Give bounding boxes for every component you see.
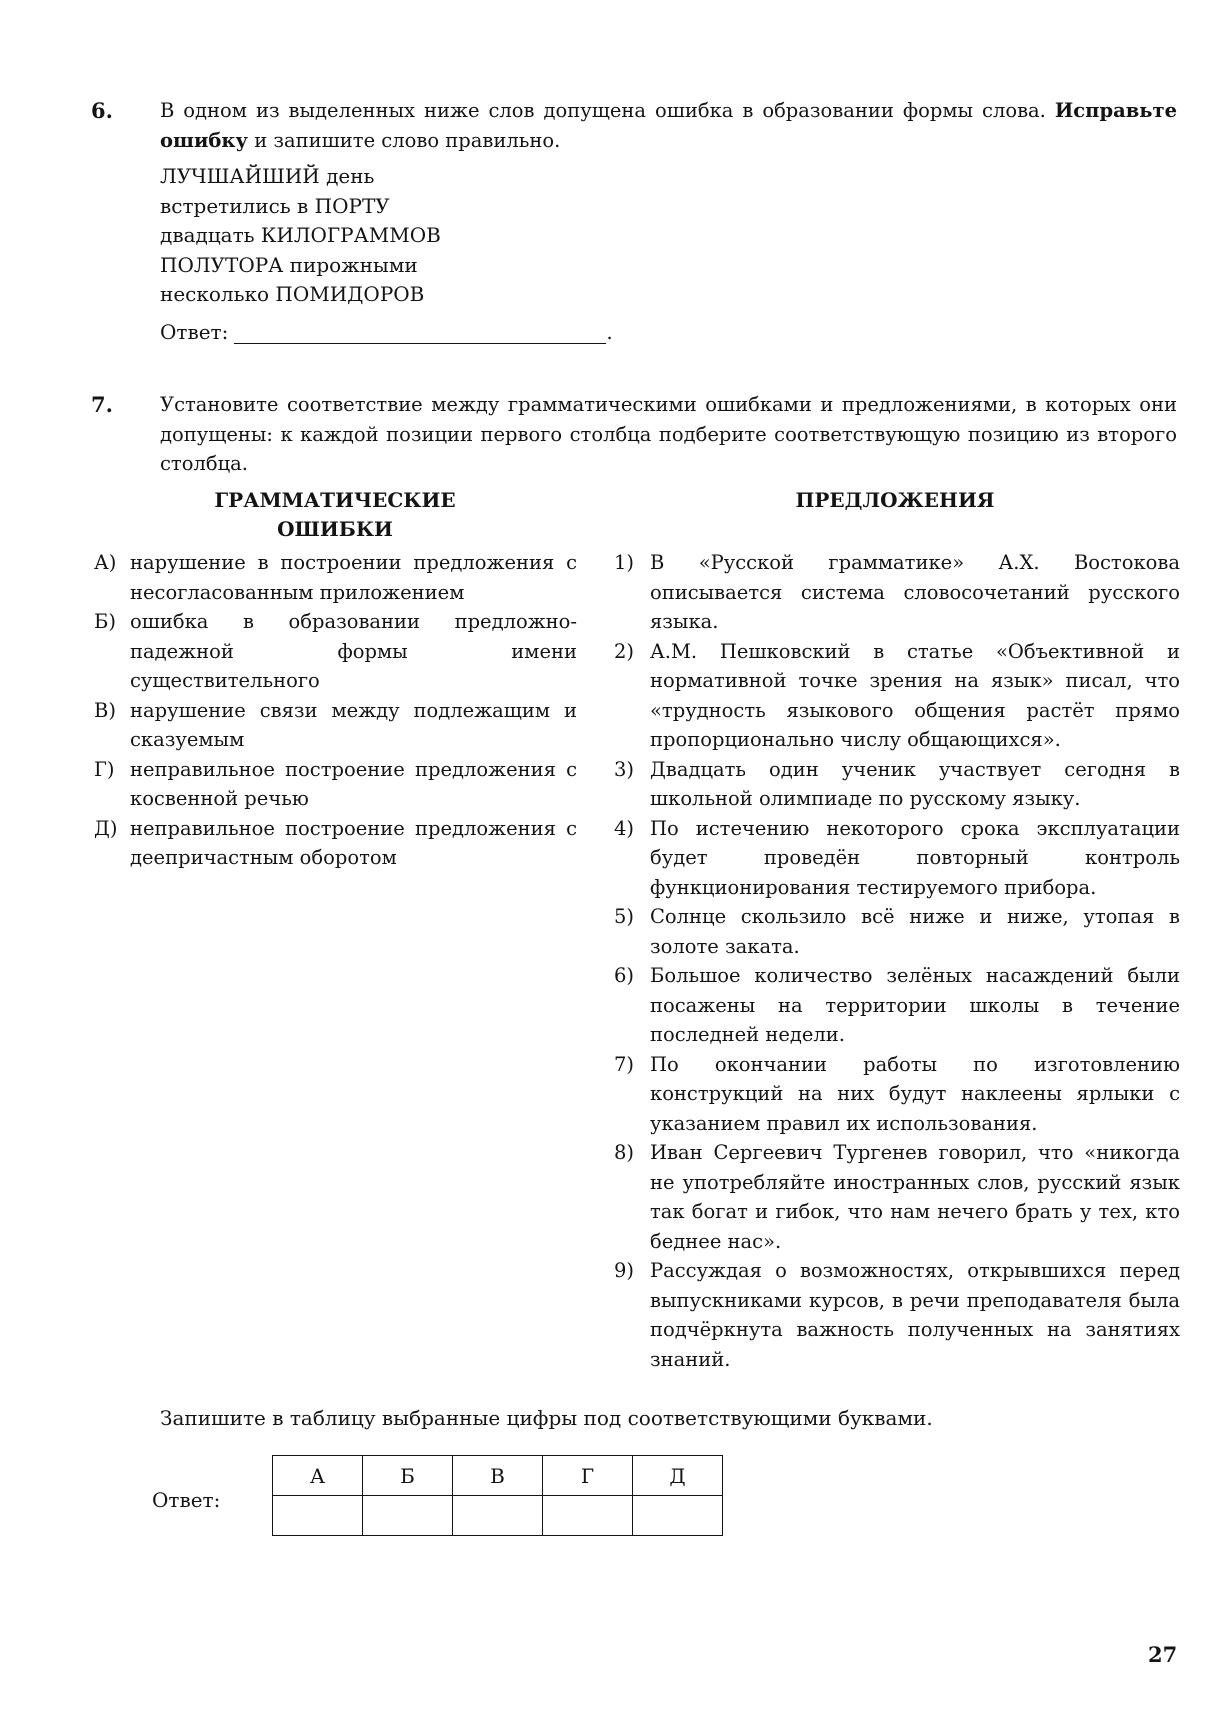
task-6-text [160, 96, 1177, 155]
answer-cell-g[interactable] [543, 1496, 633, 1536]
answer-table-header-a: А [273, 1456, 363, 1496]
task-6-answer-label: Ответ: [160, 320, 229, 344]
sentence-item: 6) Большое количество зелёных насаждений были посажены на территории школы в течение последней недели. [614, 961, 1180, 1050]
error-item: В) нарушение связи между подлежащим и сказуемым [94, 696, 577, 755]
sentence-marker: 2) [614, 639, 635, 663]
error-marker: Д) [94, 816, 118, 840]
error-item: Д) неправильное построение предложения с деепричастным оборотом [94, 814, 577, 873]
task-6-text-part1: В одном из выделенных ниже слов допущена ошибка в образовании формы слова. [160, 99, 1046, 122]
word-item: двадцать КИЛОГРАММОВ [160, 223, 441, 247]
answer-table-header-d: Д [633, 1456, 723, 1496]
sentence-marker: 7) [614, 1052, 635, 1076]
answer-table-header-v: В [453, 1456, 543, 1496]
word-item: ЛУЧШАЙШИЙ день [160, 164, 375, 188]
word-item: несколько ПОМИДОРОВ [160, 282, 425, 306]
task-7-answer-label: Ответ: [152, 1488, 221, 1512]
answer-cell-v[interactable] [453, 1496, 543, 1536]
task-6-answer [160, 320, 613, 344]
sentence-marker: 1) [614, 551, 635, 574]
sentence-marker: 3) [614, 757, 635, 781]
task-7-text: Установите соответствие между грамматическими ошибками и предложениями, в которых они допущены: к каждой позиции первого столбца подберите соответствующую позицию из второго столбца. [160, 393, 1177, 475]
sentence-item: 3) Двадцать один ученик участвует сегодня в школьной олимпиаде по русскому языку. [614, 755, 1180, 814]
answer-table-header-b: Б [363, 1456, 453, 1496]
answer-cell-b[interactable] [363, 1496, 453, 1536]
task-6-answer-end: . [606, 320, 613, 344]
sentence-item: 7) По окончании работы по изготовлению конструкций на них будут наклеены ярлыки с указанием правил их использования. [614, 1050, 1180, 1139]
sentences-column [614, 548, 1180, 1374]
sentences-header: ПРЕДЛОЖЕНИЯ [795, 488, 995, 512]
error-item: А) нарушение в построении предложения с несогласованным приложением [94, 548, 577, 607]
error-marker: В) [94, 698, 116, 722]
error-marker: А) [94, 551, 117, 574]
task-6-text-part2: и запишите слово правильно. [254, 128, 561, 152]
task-6-number: 6. [91, 98, 113, 123]
sentence-item: 8) Иван Сергеевич Тургенев говорил, что «никогда не употребляйте иностранных слов, русский язык так богат и гибок, что нам нечего брать у тех, кто беднее нас». [614, 1138, 1180, 1256]
error-marker: Б) [94, 610, 116, 633]
error-marker: Г) [94, 757, 115, 781]
task-6-text-bold: Исправьте ошибку [160, 99, 1177, 152]
answer-cell-d[interactable] [633, 1496, 723, 1536]
word-item: встретились в ПОРТУ [160, 193, 390, 218]
sentence-marker: 9) [614, 1259, 635, 1282]
sentence-item: 4) По истечению некоторого срока эксплуатации будет проведён повторный контроль функционирования тестируемого прибора. [614, 814, 1180, 903]
sentence-item: 9) Рассуждая о возможностях, открывшихся перед выпускниками курсов, в речи преподавателя была подчёркнута важность полученных на занятиях знаний. [614, 1256, 1180, 1374]
sentence-item: 1) В «Русской грамматике» А.Х. Востокова описывается система словосочетаний русского языка. [614, 548, 1180, 637]
task-6-answer-line[interactable] [234, 323, 606, 344]
table-instruction: Запишите в таблицу выбранные цифры под соответствующими буквами. [160, 1406, 933, 1430]
errors-header: ГРАММАТИЧЕСКИЕ ОШИБКИ [214, 488, 456, 541]
sentence-marker: 8) [614, 1141, 635, 1164]
error-item: Г) неправильное построение предложения с косвенной речью [94, 755, 577, 814]
sentence-item: 2) А.М. Пешковский в статье «Объективной и нормативной точке зрения на язык» писал, что «трудность языкового общения растёт прямо пропорционально числу общающихся». [614, 637, 1180, 755]
sentence-marker: 6) [614, 964, 635, 987]
page-number: 27 [1148, 1642, 1178, 1667]
task-7-number: 7. [91, 392, 113, 417]
sentence-item: 5) Солнце скользило всё ниже и ниже, утопая в золоте заката. [614, 902, 1180, 961]
sentence-marker: 4) [614, 816, 635, 840]
errors-column [94, 548, 577, 873]
answer-table [272, 1455, 723, 1536]
error-item: Б) ошибка в образовании предложно-падежной формы имени существительного [94, 607, 577, 696]
word-item: ПОЛУТОРА пирожными [160, 252, 418, 277]
answer-cell-a[interactable] [273, 1496, 363, 1536]
sentence-marker: 5) [614, 905, 635, 928]
answer-table-header-g: Г [543, 1456, 633, 1496]
task-6-word-list [160, 162, 441, 310]
